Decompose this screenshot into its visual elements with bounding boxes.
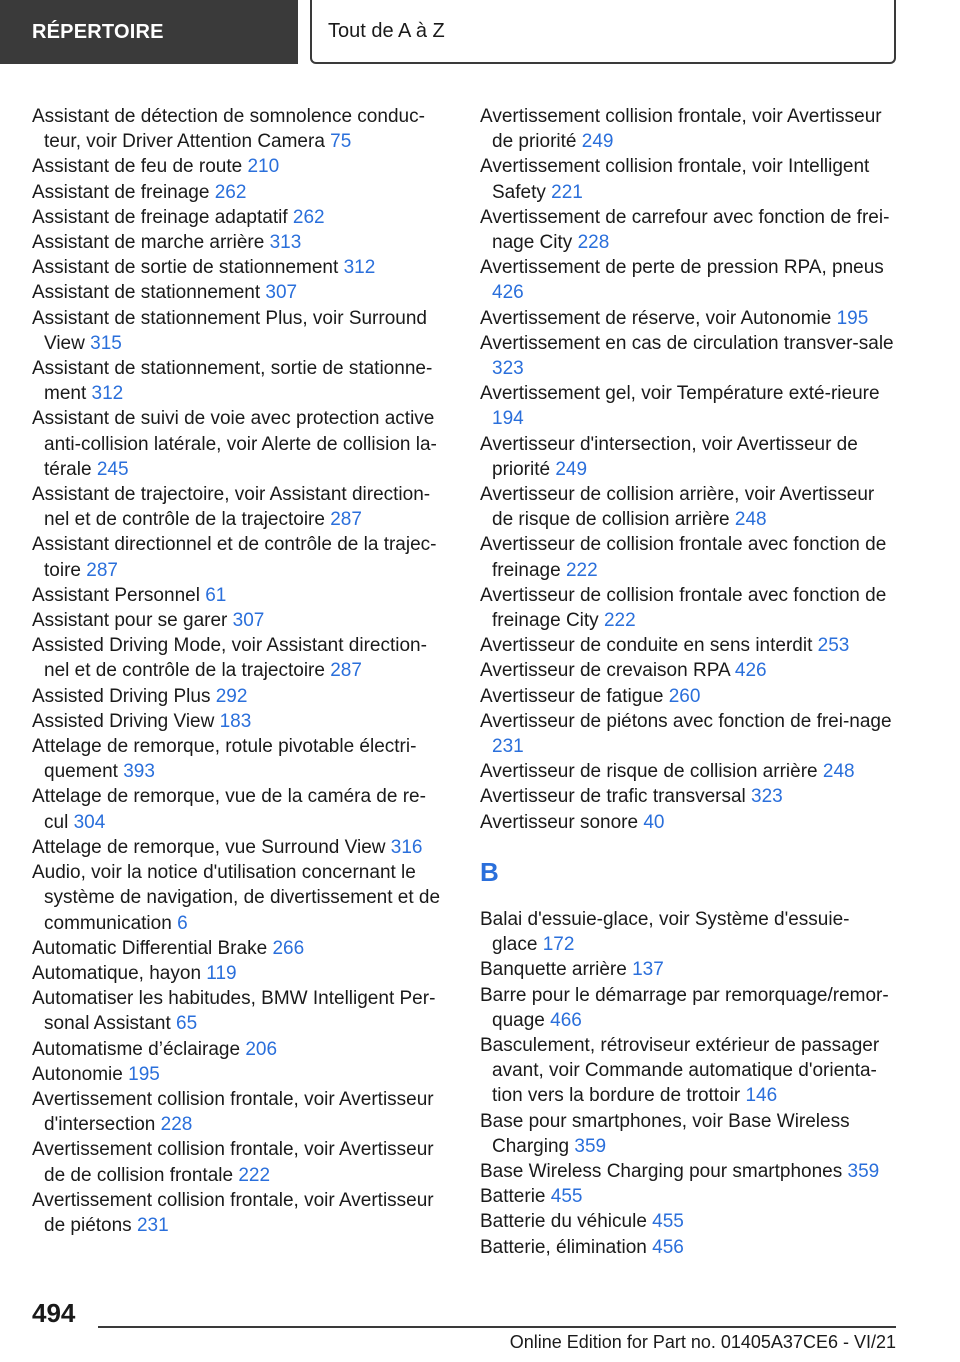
entry-page-link[interactable]: 262 xyxy=(214,181,247,203)
header-subtitle: Tout de A à Z xyxy=(328,19,445,42)
entry-page-link[interactable]: 248 xyxy=(822,761,855,783)
index-entry xyxy=(32,356,446,406)
entry-term: Attelage de remorque, rotule pivotable électri-quement xyxy=(32,736,417,783)
index-entry xyxy=(480,1184,894,1209)
section-tab xyxy=(0,0,298,64)
entry-page-link[interactable]: 266 xyxy=(272,937,305,959)
entry-page-link[interactable]: 75 xyxy=(330,131,352,153)
entry-page-link[interactable]: 304 xyxy=(73,811,106,833)
entry-term: Avertisseur de fatigue xyxy=(480,685,664,707)
entry-page-link[interactable]: 228 xyxy=(160,1114,193,1136)
entry-page-link[interactable]: 393 xyxy=(123,761,155,783)
index-entry xyxy=(32,180,446,205)
entry-page-link[interactable]: 287 xyxy=(330,509,362,531)
entry-term: Automatique, hayon xyxy=(32,962,202,984)
entry-page-link[interactable]: 307 xyxy=(232,610,265,632)
index-entry xyxy=(32,684,446,709)
entry-page-link[interactable]: 262 xyxy=(292,206,325,228)
entry-term: Assistant pour se garer xyxy=(32,610,228,632)
entry-term: Assisted Driving Mode, voir Assistant direction-nel et de contrôle de la trajectoire xyxy=(32,635,427,682)
entry-page-link[interactable]: 292 xyxy=(215,685,248,707)
entry-page-link[interactable]: 245 xyxy=(96,458,129,480)
entry-page-link[interactable]: 183 xyxy=(219,710,252,732)
index-entry xyxy=(32,255,446,280)
index-entry xyxy=(480,1209,894,1234)
entry-term: Barre pour le démarrage par remorquage/remor-quage xyxy=(480,984,889,1031)
entry-page-link[interactable]: 231 xyxy=(136,1214,169,1236)
entry-page-link[interactable]: 210 xyxy=(247,156,280,178)
index-entry xyxy=(32,154,446,179)
index-entry xyxy=(480,255,894,305)
entry-term: Assistant de stationnement, sortie de stationne-ment xyxy=(32,358,433,405)
index-entry xyxy=(480,381,894,431)
index-entry xyxy=(32,1062,446,1087)
index-entry xyxy=(480,684,894,709)
entry-page-link[interactable]: 195 xyxy=(836,307,869,329)
entry-term: Assistant de freinage adaptatif xyxy=(32,206,288,228)
entry-term: Avertissement de perte de pression RPA, pneus xyxy=(480,257,884,279)
entry-term: Avertissement de carrefour avec fonction de frei-nage City xyxy=(480,206,890,254)
entry-page-link[interactable]: 426 xyxy=(492,282,524,304)
index-entry xyxy=(32,1137,446,1187)
index-entry xyxy=(480,154,894,204)
entry-page-link[interactable]: 312 xyxy=(91,383,124,405)
entry-term: Automatisme d’éclairage xyxy=(32,1038,241,1060)
index-entry xyxy=(480,482,894,532)
index-entry xyxy=(480,633,894,658)
entry-term: Automatic Differential Brake xyxy=(32,937,268,959)
entry-page-link[interactable]: 221 xyxy=(551,181,583,203)
entry-term: Assistant de stationnement xyxy=(32,282,261,304)
index-entry xyxy=(480,1159,894,1184)
index-entry xyxy=(480,709,894,759)
index-entry xyxy=(32,936,446,961)
entry-page-link[interactable]: 6 xyxy=(177,912,188,934)
index-group-b xyxy=(480,907,894,1260)
entry-page-link[interactable]: 146 xyxy=(745,1085,778,1107)
index-letter-heading: B xyxy=(480,856,499,887)
index-entry xyxy=(480,583,894,633)
index-entry xyxy=(32,482,446,532)
index-entry xyxy=(480,306,894,331)
index-entry xyxy=(32,986,446,1036)
entry-term: Avertissement collision frontale, voir Avertisseur de piétons xyxy=(32,1189,434,1236)
entry-term: Attelage de remorque, vue Surround View xyxy=(32,836,386,858)
index-entry xyxy=(480,759,894,784)
entry-page-link[interactable]: 287 xyxy=(330,660,362,682)
entry-term: Avertisseur de collision arrière, voir Avertisseur de risque de collision arrière xyxy=(480,484,875,531)
entry-term: Avertissement collision frontale, voir Avertisseur d'intersection xyxy=(32,1088,434,1136)
entry-term: Banquette arrière xyxy=(480,959,627,981)
entry-page-link[interactable]: 359 xyxy=(574,1135,607,1157)
entry-term: Balai d'essuie-glace, voir Système d'essuie-glace xyxy=(480,908,850,956)
index-entry xyxy=(480,1033,894,1109)
entry-term: Avertisseur sonore xyxy=(480,811,639,833)
entry-term: Avertissement de réserve, voir Autonomie xyxy=(480,307,832,329)
entry-term: Assisted Driving Plus xyxy=(32,685,211,707)
entry-term: Avertisseur de trafic transversal xyxy=(480,786,746,808)
entry-page-link[interactable]: 426 xyxy=(734,660,767,682)
entry-term: Assistant de sortie de stationnement xyxy=(32,257,339,279)
entry-term: Assistant de feu de route xyxy=(32,156,243,178)
index-entry xyxy=(32,230,446,255)
entry-term: Basculement, rétroviseur extérieur de passager avant, voir Commande automatique d'orienta-tion vers la bordure de trottoir xyxy=(480,1034,880,1107)
entry-page-link[interactable]: 323 xyxy=(751,786,783,808)
index-entry xyxy=(480,1109,894,1159)
index-entry xyxy=(32,1188,446,1238)
entry-term: Assisted Driving View xyxy=(32,710,215,732)
entry-page-link[interactable]: 466 xyxy=(550,1009,582,1031)
entry-term: Avertissement collision frontale, voir Avertisseur de de collision frontale xyxy=(32,1139,434,1186)
entry-page-link[interactable]: 137 xyxy=(632,959,664,981)
entry-page-link[interactable]: 315 xyxy=(90,332,122,354)
section-title: RÉPERTOIRE xyxy=(32,20,164,43)
index-entry xyxy=(32,104,446,154)
entry-page-link[interactable]: 287 xyxy=(86,559,118,581)
index-entry xyxy=(480,104,894,154)
index-column-right xyxy=(480,104,894,1260)
entry-term: Assistant de marche arrière xyxy=(32,232,265,254)
index-entry xyxy=(32,734,446,784)
entry-page-link[interactable]: 61 xyxy=(205,584,227,606)
entry-term: Assistant de trajectoire, voir Assistant direction-nel et de contrôle de la trajectoire xyxy=(32,484,431,531)
entry-page-link[interactable]: 222 xyxy=(603,610,636,632)
entry-term: Autonomie xyxy=(32,1063,123,1085)
entry-page-link[interactable]: 323 xyxy=(492,358,524,380)
entry-page-link[interactable]: 455 xyxy=(550,1186,583,1208)
entry-term: Assistant de stationnement Plus, voir Surround View xyxy=(32,307,427,354)
header-subtitle-box xyxy=(310,0,896,64)
index-entry xyxy=(32,709,446,734)
entry-page-link[interactable]: 307 xyxy=(265,282,298,304)
index-entry xyxy=(32,532,446,582)
entry-term: Batterie xyxy=(480,1186,546,1208)
entry-page-link[interactable]: 40 xyxy=(643,811,665,833)
index-entry xyxy=(480,432,894,482)
entry-page-link[interactable]: 359 xyxy=(847,1160,880,1182)
entry-page-link[interactable]: 253 xyxy=(817,635,850,657)
index-entry xyxy=(480,784,894,809)
entry-page-link[interactable]: 456 xyxy=(652,1236,684,1258)
entry-page-link[interactable]: 195 xyxy=(128,1063,160,1085)
entry-term: Base pour smartphones, voir Base Wireless Charging xyxy=(480,1110,850,1157)
entry-page-link[interactable]: 206 xyxy=(245,1038,278,1060)
entry-term: Assistant de détection de somnolence conduc-teur, voir Driver Attention Camera xyxy=(32,106,425,153)
index-entry xyxy=(480,983,894,1033)
entry-page-link[interactable]: 249 xyxy=(555,458,588,480)
index-entry xyxy=(32,306,446,356)
entry-term: Batterie du véhicule xyxy=(480,1211,647,1233)
index-group-a-continued xyxy=(480,104,894,835)
entry-page-link[interactable]: 222 xyxy=(238,1164,271,1186)
entry-page-link[interactable]: 313 xyxy=(269,232,302,254)
index-entry xyxy=(32,608,446,633)
entry-page-link[interactable]: 312 xyxy=(343,257,376,279)
entry-term: Automatiser les habitudes, BMW Intelligent Per-sonal Assistant xyxy=(32,988,436,1035)
entry-page-link[interactable]: 65 xyxy=(176,1013,198,1035)
entry-page-link[interactable]: 194 xyxy=(492,408,524,430)
index-column-left xyxy=(32,104,446,1238)
index-entry xyxy=(480,331,894,381)
entry-page-link[interactable]: 119 xyxy=(206,962,237,984)
entry-term: Avertissement collision frontale, voir Intelligent Safety xyxy=(480,156,870,203)
index-entry xyxy=(32,406,446,482)
entry-term: Base Wireless Charging pour smartphones xyxy=(480,1160,843,1182)
index-entry xyxy=(480,957,894,982)
entry-term: Avertisseur de collision frontale avec fonction de freinage xyxy=(480,534,887,581)
entry-term: Avertissement en cas de circulation transver-sale xyxy=(480,332,894,354)
entry-term: Avertisseur de piétons avec fonction de frei-nage xyxy=(480,710,892,732)
index-entry xyxy=(480,532,894,582)
entry-term: Assistant de suivi de voie avec protection active anti-collision latérale, voir Alerte de collision la-térale xyxy=(32,408,437,480)
entry-page-link[interactable]: 228 xyxy=(577,232,610,254)
entry-term: Avertisseur d'intersection, voir Avertisseur de priorité xyxy=(480,433,858,480)
footer-divider xyxy=(98,1326,896,1328)
entry-term: Avertissement collision frontale, voir Avertisseur de priorité xyxy=(480,106,882,153)
index-entry xyxy=(32,784,446,834)
entry-term: Avertisseur de conduite en sens interdit xyxy=(480,635,813,657)
entry-page-link[interactable]: 172 xyxy=(542,934,575,956)
index-entry xyxy=(32,860,446,936)
entry-term: Avertissement gel, voir Température exté-rieure xyxy=(480,383,880,405)
index-entry xyxy=(32,1087,446,1137)
entry-term: Assistant Personnel xyxy=(32,584,200,606)
page-number: 494 xyxy=(32,1298,76,1328)
entry-term: Attelage de remorque, vue de la caméra de re-cul xyxy=(32,786,426,833)
entry-page-link[interactable]: 222 xyxy=(565,559,598,581)
entry-term: Assistant directionnel et de contrôle de la trajec-toire xyxy=(32,534,437,581)
entry-page-link[interactable]: 248 xyxy=(734,509,767,531)
index-entry xyxy=(480,205,894,255)
index-entry xyxy=(480,658,894,683)
index-entry xyxy=(32,583,446,608)
entry-page-link[interactable]: 249 xyxy=(581,131,614,153)
index-entry xyxy=(32,835,446,860)
index-entry xyxy=(32,205,446,230)
footer-edition: Online Edition for Part no. 01405A37CE6 - VI/21 xyxy=(509,1332,896,1352)
entry-page-link[interactable]: 455 xyxy=(652,1211,684,1233)
index-entry xyxy=(480,810,894,835)
entry-page-link[interactable]: 316 xyxy=(390,836,423,858)
index-entry xyxy=(32,1037,446,1062)
entry-term: Assistant de freinage xyxy=(32,181,210,203)
entry-term: Batterie, élimination xyxy=(480,1236,647,1258)
entry-term: Audio, voir la notice d'utilisation concernant le système de navigation, de divertissement et de communication xyxy=(32,862,441,934)
entry-term: Avertisseur de crevaison RPA xyxy=(480,660,730,682)
index-entry xyxy=(32,280,446,305)
index-entry xyxy=(32,633,446,683)
entry-page-link[interactable]: 231 xyxy=(492,736,524,758)
entry-page-link[interactable]: 260 xyxy=(668,685,701,707)
index-entry xyxy=(480,907,894,957)
entry-term: Avertisseur de collision frontale avec fonction de freinage City xyxy=(480,584,887,632)
index-entry xyxy=(32,961,446,986)
index-entry xyxy=(480,1235,894,1260)
entry-term: Avertisseur de risque de collision arrière xyxy=(480,761,818,783)
